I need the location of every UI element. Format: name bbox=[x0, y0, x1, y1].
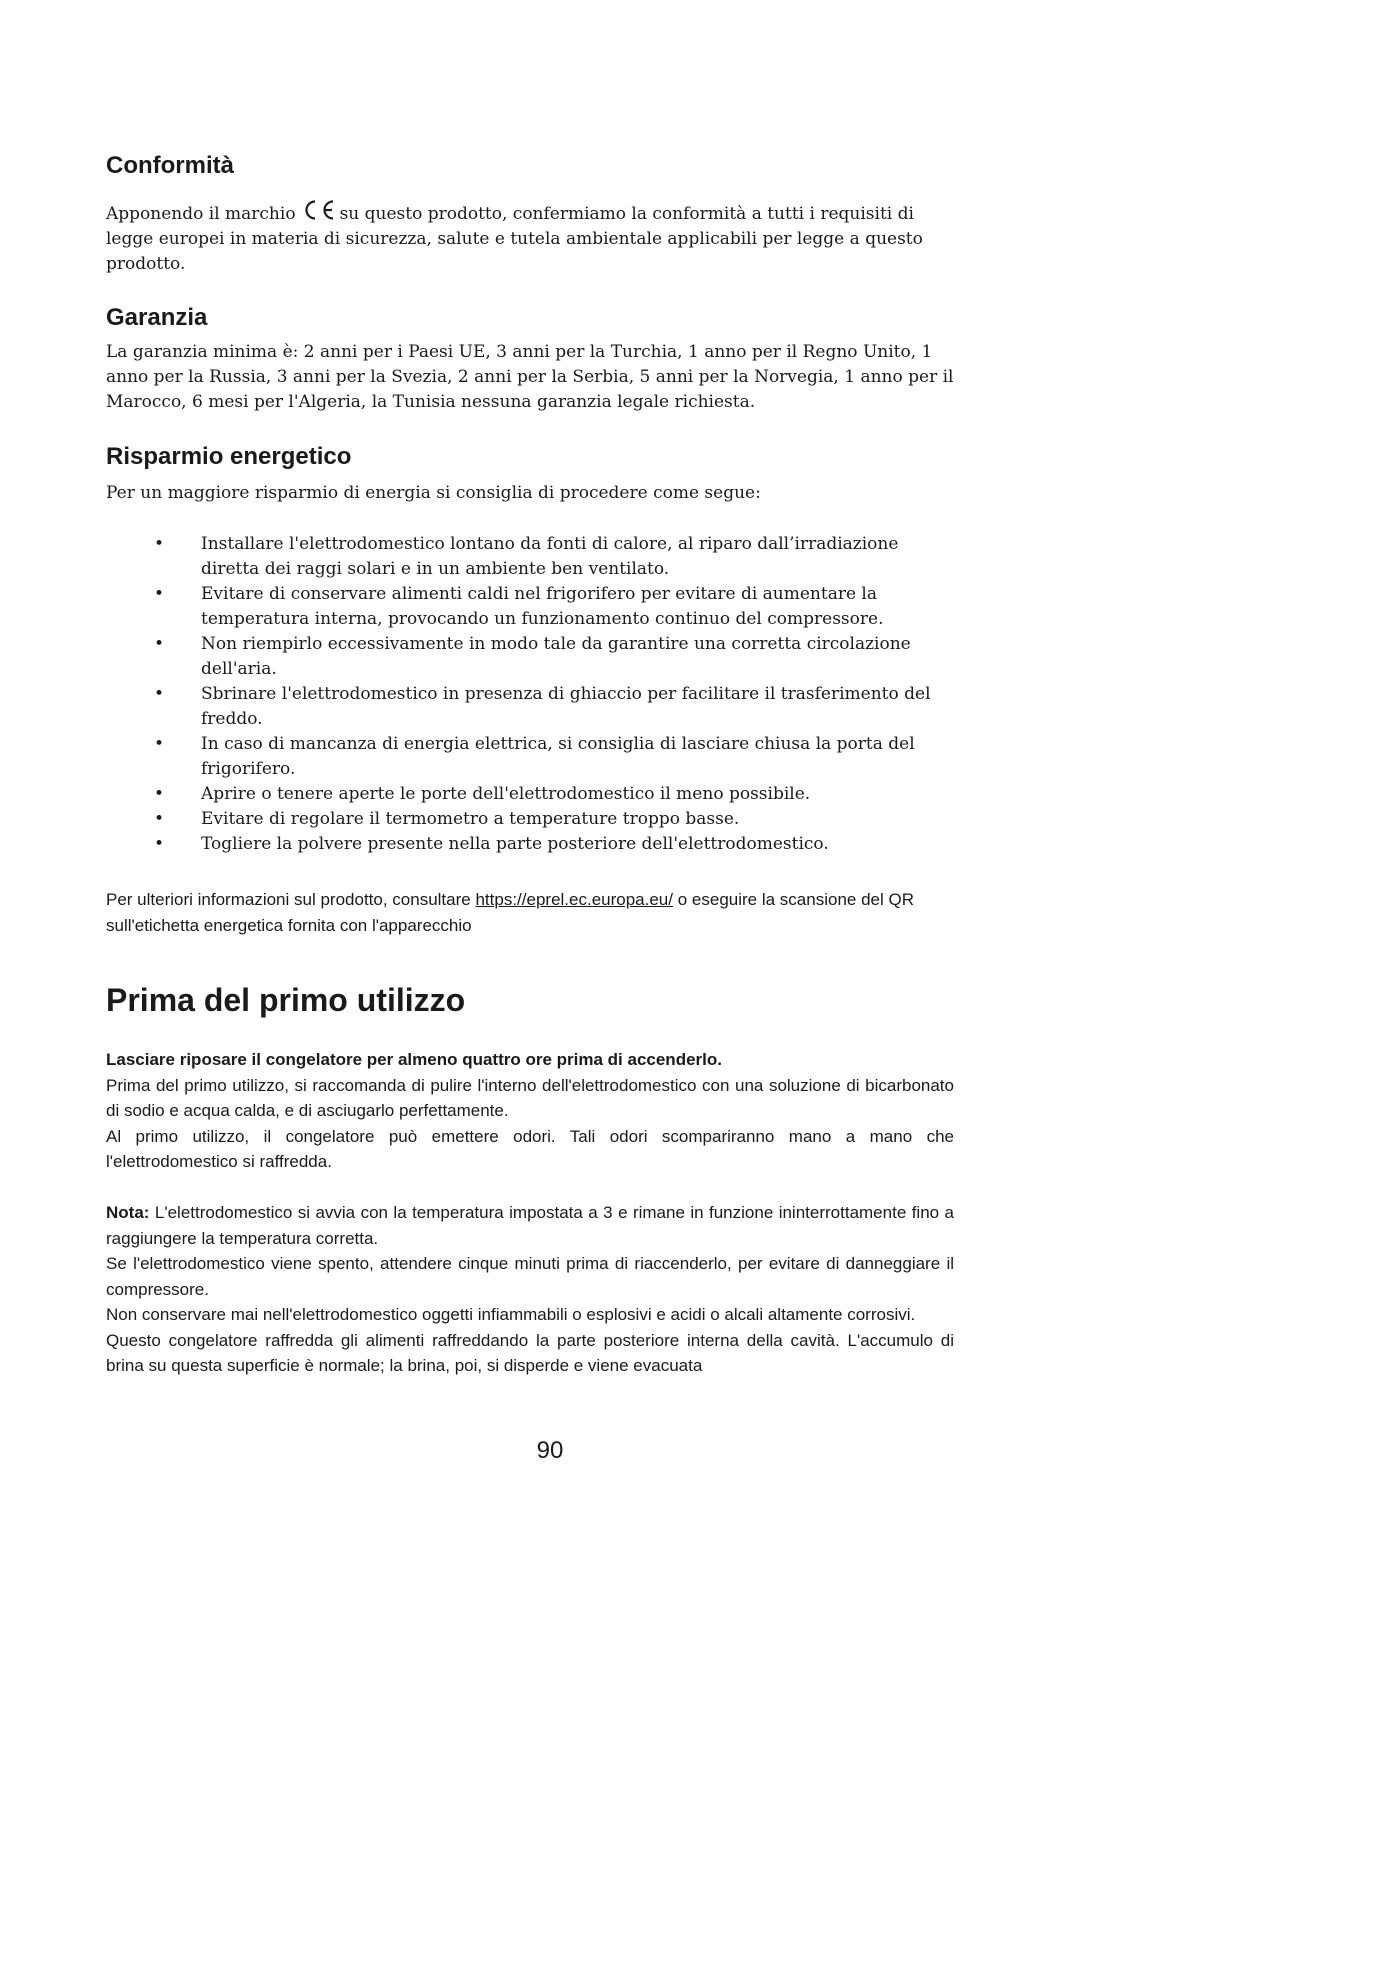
conformita-text bbox=[106, 199, 954, 277]
nota-label: Nota: bbox=[106, 1203, 150, 1222]
prima-paragraph-4: Non conservare mai nell'elettrodomestico oggetti infiammabili o esplosivi e acidi o alcali altamente corrosivi. bbox=[106, 1305, 916, 1324]
heading-conformita: Conformità bbox=[106, 152, 234, 179]
risparmio-intro: Per un maggiore risparmio di energia si consiglia di procedere come segue: bbox=[106, 483, 761, 503]
nota-text: L'elettrodomestico si avvia con la temperatura impostata a 3 e rimane in funzione ininterrottamente fino a raggiungere la temperatura corretta. bbox=[106, 1203, 954, 1248]
bullet-icon: • bbox=[154, 684, 165, 704]
list-item: • Aprire o tenere aperte le porte dell'elettrodomestico il meno possibile. bbox=[106, 782, 954, 807]
bullet-icon: • bbox=[154, 584, 165, 604]
section-conformita bbox=[106, 151, 954, 181]
bullet-icon: • bbox=[154, 534, 165, 554]
risparmio-list bbox=[106, 532, 954, 857]
bullet-icon: • bbox=[154, 784, 165, 804]
bullet-icon: • bbox=[154, 809, 165, 829]
heading-risparmio-energetico: Risparmio energetico bbox=[106, 443, 352, 470]
ce-mark-icon bbox=[300, 199, 336, 221]
prima-paragraph-1: Prima del primo utilizzo, si raccomanda di pulire l'interno dell'elettrodomestico con una soluzione di bicarbonato di sodio e acqua calda, e di asciugarlo perfettamente. bbox=[106, 1075, 954, 1120]
page-number: 90 bbox=[536, 1437, 564, 1464]
list-item: • Evitare di regolare il termometro a temperature troppo basse. bbox=[106, 807, 954, 832]
bullet-icon: • bbox=[154, 734, 165, 754]
prima-bold-line: Lasciare riposare il congelatore per almeno quattro ore prima di accenderlo. bbox=[106, 1050, 722, 1069]
bullet-icon: • bbox=[154, 634, 165, 654]
prima-paragraph-5: Questo congelatore raffredda gli alimenti raffreddando la parte posteriore interna della cavità. L'accumulo di brina su questa superficie è normale; la brina, poi, si disperde e viene evacuata bbox=[106, 1330, 954, 1375]
list-item: • Togliere la polvere presente nella parte posteriore dell'elettrodomestico. bbox=[106, 832, 954, 857]
garanzia-text: La garanzia minima è: 2 anni per i Paesi UE, 3 anni per la Turchia, 1 anno per il Regno Unito, 1 anno per la Russia, 3 anni per la Svezia, 2 anni per la Serbia, 5 anni per la Norvegia, 1 anno per il Marocco, 6 mesi per l'Algeria, la Tunisia nessuna garanzia legale richiesta. bbox=[106, 342, 954, 412]
conformita-text-before: Apponendo il marchio bbox=[106, 204, 296, 224]
heading-prima-del-primo-utilizzo: Prima del primo utilizzo bbox=[106, 982, 466, 1018]
list-item: • Evitare di conservare alimenti caldi nel frigorifero per evitare di aumentare la temperatura interna, provocando un funzionamento continuo del compressore. bbox=[154, 584, 884, 629]
list-item: • Non riempirlo eccessivamente in modo tale da garantire una corretta circolazione dell'aria. bbox=[154, 634, 911, 679]
list-item: • Sbrinare l'elettrodomestico in presenza di ghiaccio per facilitare il trasferimento del freddo. bbox=[154, 684, 931, 729]
prima-body bbox=[106, 1047, 954, 1379]
conformita-text-after: su questo prodotto, confermiamo la conformità a tutti i requisiti di legge europei in materia di sicurezza, salute e tutela ambientale applicabili per legge a questo prodotto. bbox=[106, 204, 923, 274]
list-item: • Installare l'elettrodomestico lontano da fonti di calore, al riparo dall’irradiazione diretta dei raggi solari e in un ambiente ben ventilato. bbox=[154, 534, 899, 579]
more-info-text: Per ulteriori informazioni sul prodotto, consultare https://eprel.ec.europa.eu/ o eseguire la scansione del QR sull'etichetta energetica fornita con l'apparecchio bbox=[106, 890, 914, 935]
heading-garanzia: Garanzia bbox=[106, 304, 208, 331]
eprel-link[interactable]: https://eprel.ec.europa.eu/ bbox=[475, 890, 673, 909]
list-item: • In caso di mancanza di energia elettrica, si consiglia di lasciare chiusa la porta del frigorifero. bbox=[154, 734, 915, 779]
bullet-icon: • bbox=[154, 834, 165, 854]
nota-paragraph bbox=[106, 1200, 954, 1251]
prima-paragraph-3: Se l'elettrodomestico viene spento, attendere cinque minuti prima di riaccenderlo, per evitare di danneggiare il compressore. bbox=[106, 1254, 954, 1299]
prima-paragraph-2: Al primo utilizzo, il congelatore può emettere odori. Tali odori scompariranno mano a mano che l'elettrodomestico si raffredda. bbox=[106, 1126, 954, 1171]
